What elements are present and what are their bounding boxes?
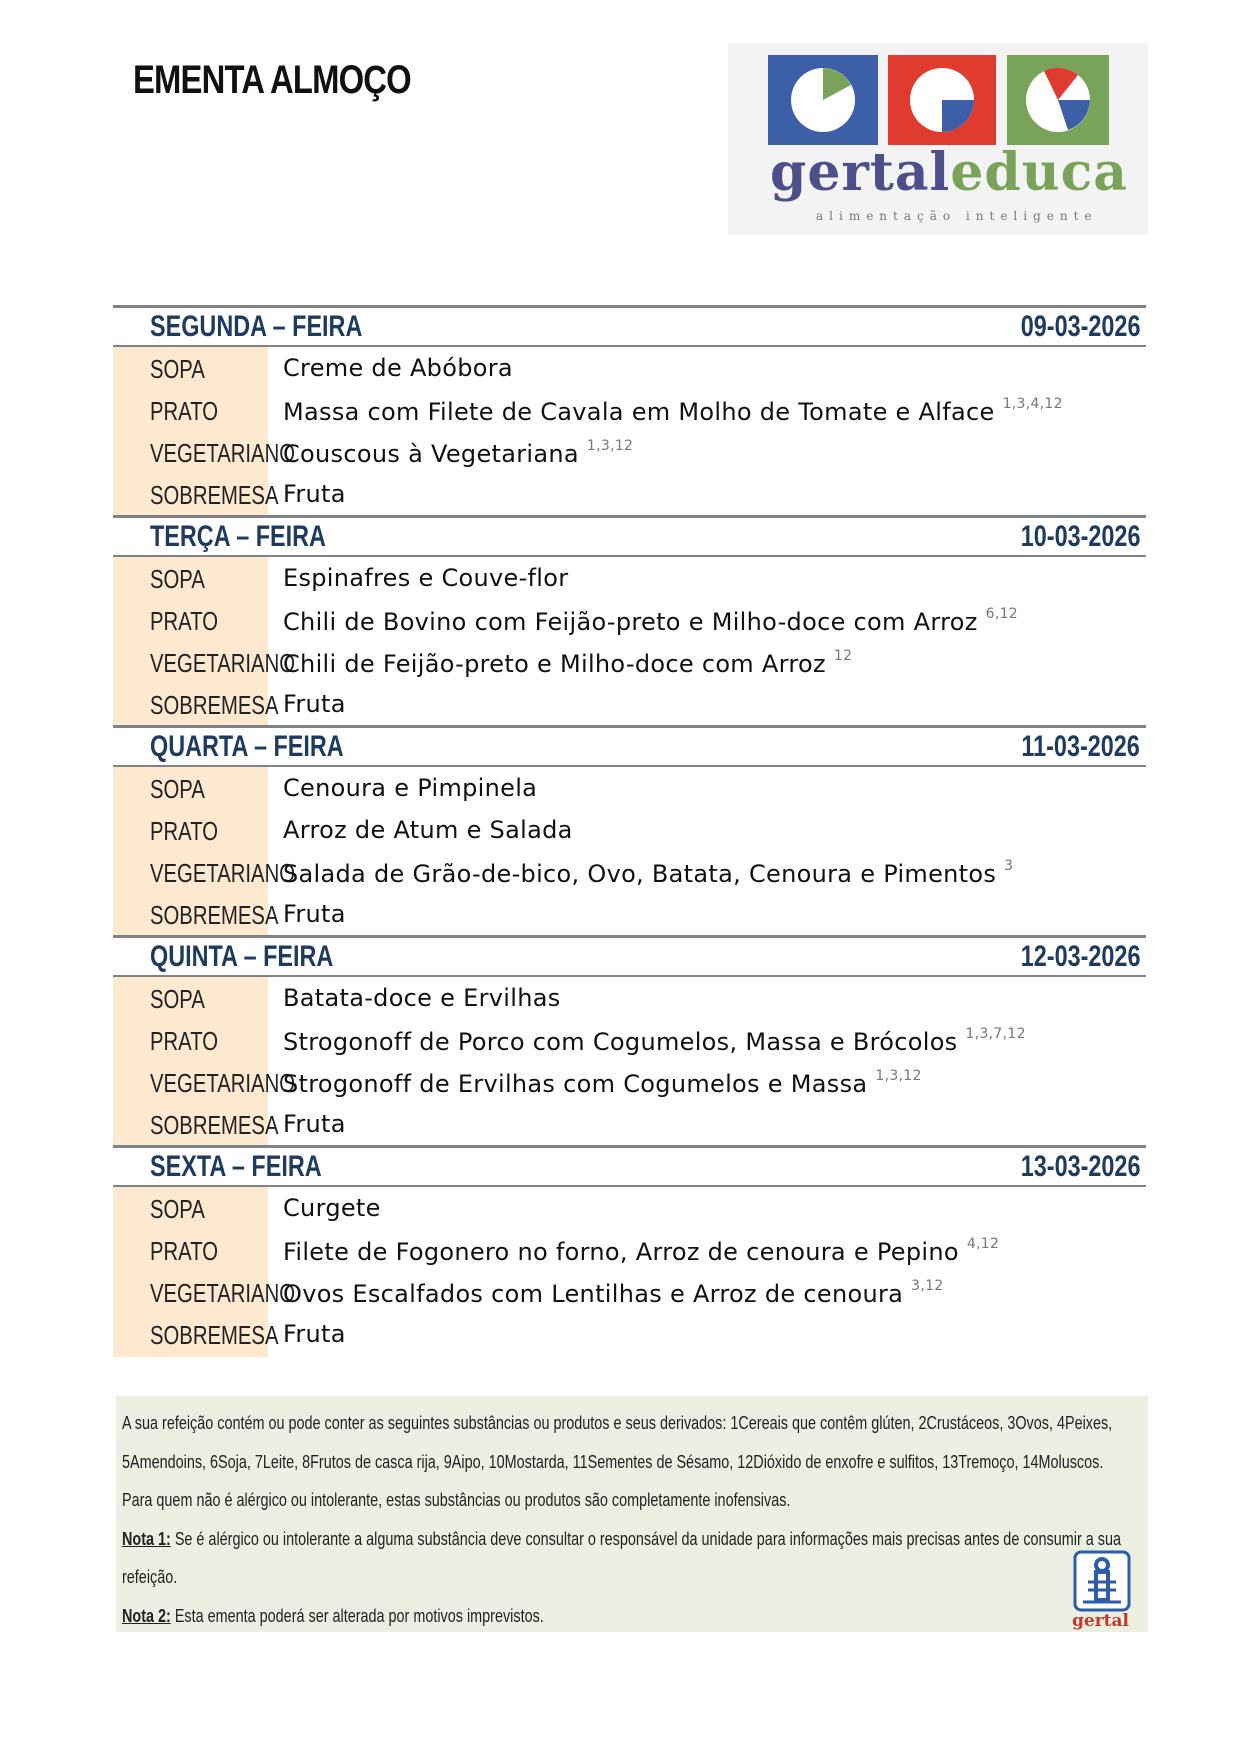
menu-row-sopa bbox=[113, 557, 1146, 599]
dish-sobremesa: Fruta bbox=[283, 1320, 346, 1348]
allergen-codes: 3 bbox=[1004, 858, 1014, 874]
allergen-codes: 12 bbox=[833, 648, 853, 664]
dish-sobremesa: Fruta bbox=[283, 1110, 346, 1138]
allergen-codes: 1,3,12 bbox=[875, 1068, 922, 1084]
gertal-brand: gertal bbox=[1072, 1611, 1129, 1631]
day-name: SEXTA – FEIRA bbox=[150, 1150, 322, 1183]
dish-vegetariano: Ovos Escalfados com Lentilhas e Arroz de cenoura bbox=[283, 1280, 904, 1308]
dish-prato: Strogonoff de Porco com Cogumelos, Massa e Brócolos bbox=[283, 1028, 958, 1056]
day-block bbox=[113, 725, 1146, 935]
dish-prato: Filete de Fogonero no forno, Arroz de cenoura e Pepino bbox=[283, 1238, 959, 1266]
day-name: QUINTA – FEIRA bbox=[150, 940, 334, 973]
menu-table bbox=[113, 305, 1146, 1355]
label-vegetariano: VEGETARIANO bbox=[150, 858, 295, 888]
day-block bbox=[113, 305, 1146, 515]
day-block bbox=[113, 515, 1146, 725]
note-1-label: Nota 1: bbox=[122, 1528, 171, 1549]
allergen-codes: 6,12 bbox=[985, 606, 1019, 622]
dish-prato: Chili de Bovino com Feijão-preto e Milho-doce com Arroz bbox=[283, 608, 978, 636]
label-vegetariano: VEGETARIANO bbox=[150, 648, 295, 678]
label-sobremesa: SOBREMESA bbox=[150, 900, 279, 930]
menu-row-vegetariano bbox=[113, 1061, 1146, 1103]
dish-sobremesa: Fruta bbox=[283, 480, 346, 508]
note-1-text: Se é alérgico ou intolerante a alguma substância deve consultar o responsável da unidade para informações mais precisas antes de consumir a sua refeição. bbox=[122, 1528, 1121, 1588]
allergen-codes: 1,3,4,12 bbox=[1002, 396, 1063, 412]
day-name: TERÇA – FEIRA bbox=[150, 520, 326, 553]
dish-sobremesa: Fruta bbox=[283, 900, 346, 928]
label-sopa: SOPA bbox=[150, 354, 205, 384]
dish-vegetariano: Chili de Feijão-preto e Milho-doce com Arroz bbox=[283, 650, 826, 678]
label-vegetariano: VEGETARIANO bbox=[150, 1068, 295, 1098]
dish-vegetariano: Salada de Grão-de-bico, Ovo, Batata, Cenoura e Pimentos bbox=[283, 860, 997, 888]
dish-vegetariano: Couscous à Vegetariana bbox=[283, 440, 579, 468]
allergen-notes bbox=[116, 1396, 1148, 1632]
dish-prato: Arroz de Atum e Salada bbox=[283, 816, 573, 844]
menu-row-prato bbox=[113, 599, 1146, 641]
label-sobremesa: SOBREMESA bbox=[150, 480, 279, 510]
label-sopa: SOPA bbox=[150, 1194, 205, 1224]
day-header bbox=[113, 935, 1146, 977]
menu-row-prato bbox=[113, 1019, 1146, 1061]
dish-prato: Massa com Filete de Cavala em Molho de Tomate e Alface bbox=[283, 398, 995, 426]
day-block bbox=[113, 1145, 1146, 1355]
menu-row-sopa bbox=[113, 347, 1146, 389]
dish-sopa: Curgete bbox=[283, 1194, 381, 1222]
label-sopa: SOPA bbox=[150, 564, 205, 594]
gertaleduca-logo bbox=[728, 43, 1148, 235]
label-sopa: SOPA bbox=[150, 984, 205, 1014]
note-2 bbox=[122, 1597, 1126, 1636]
menu-row-vegetariano bbox=[113, 851, 1146, 893]
day-header bbox=[113, 1145, 1146, 1187]
menu-row-prato bbox=[113, 809, 1146, 851]
note-2-text: Esta ementa poderá ser alterada por motivos imprevistos. bbox=[170, 1605, 544, 1626]
logo-squares-icon bbox=[728, 43, 1148, 235]
dish-sopa: Creme de Abóbora bbox=[283, 354, 513, 382]
day-name: SEGUNDA – FEIRA bbox=[150, 310, 363, 343]
day-name: QUARTA – FEIRA bbox=[150, 730, 344, 763]
allergen-codes: 4,12 bbox=[966, 1236, 1000, 1252]
day-header bbox=[113, 305, 1146, 347]
menu-row-sobremesa bbox=[113, 683, 1146, 725]
logo-word-educa: educa bbox=[950, 142, 1128, 203]
menu-row-vegetariano bbox=[113, 641, 1146, 683]
day-header bbox=[113, 725, 1146, 767]
day-date: 13-03-2026 bbox=[1020, 1150, 1140, 1183]
menu-row-sobremesa bbox=[113, 893, 1146, 935]
dish-sopa: Espinafres e Couve-flor bbox=[283, 564, 569, 592]
menu-row-vegetariano bbox=[113, 431, 1146, 473]
menu-row-prato bbox=[113, 389, 1146, 431]
day-date: 09-03-2026 bbox=[1020, 310, 1140, 343]
label-prato: PRATO bbox=[150, 1236, 218, 1266]
menu-row-sobremesa bbox=[113, 473, 1146, 515]
label-sobremesa: SOBREMESA bbox=[150, 1110, 279, 1140]
day-date: 10-03-2026 bbox=[1020, 520, 1140, 553]
label-prato: PRATO bbox=[150, 396, 218, 426]
day-header bbox=[113, 515, 1146, 557]
allergen-list: A sua refeição contém ou pode conter as seguintes substâncias ou produtos e seus derivados: 1Cereais que contêm glúten, 2Crustáceos, 3Ovos, 4Peixes, 5Amendoins, 6Soja, 7Leite, 8Frutos de casca rija, 9Aipo, 10Mostarda, 11Sementes de Sésamo, 12Dióxido de enxofre e sulfitos, 13Tremoço, 14Moluscos. Para quem não é alérgico ou intolerante, estas substâncias ou produtos são completamente inofensivas. bbox=[122, 1413, 1113, 1511]
dish-sobremesa: Fruta bbox=[283, 690, 346, 718]
menu-row-sobremesa bbox=[113, 1103, 1146, 1145]
dish-vegetariano: Strogonoff de Ervilhas com Cogumelos e Massa bbox=[283, 1070, 868, 1098]
menu-row-sopa bbox=[113, 1187, 1146, 1229]
label-prato: PRATO bbox=[150, 816, 218, 846]
day-date: 12-03-2026 bbox=[1020, 940, 1140, 973]
note-1 bbox=[122, 1520, 1126, 1597]
page-title: EMENTA ALMOÇO bbox=[133, 58, 411, 102]
dish-sopa: Batata-doce e Ervilhas bbox=[283, 984, 561, 1012]
label-vegetariano: VEGETARIANO bbox=[150, 1278, 295, 1308]
allergen-codes: 1,3,7,12 bbox=[965, 1026, 1026, 1042]
logo-word-gertal: gertal bbox=[770, 142, 951, 203]
label-sobremesa: SOBREMESA bbox=[150, 1320, 279, 1350]
label-sopa: SOPA bbox=[150, 774, 205, 804]
menu-row-sopa bbox=[113, 767, 1146, 809]
logo-tagline: alimentação inteligente bbox=[816, 209, 1098, 223]
day-date: 11-03-2026 bbox=[1021, 730, 1140, 763]
menu-row-sopa bbox=[113, 977, 1146, 1019]
label-prato: PRATO bbox=[150, 606, 218, 636]
label-sobremesa: SOBREMESA bbox=[150, 690, 279, 720]
allergen-codes: 3,12 bbox=[911, 1278, 944, 1294]
note-2-label: Nota 2: bbox=[122, 1605, 171, 1626]
menu-row-sobremesa bbox=[113, 1313, 1146, 1355]
menu-row-prato bbox=[113, 1229, 1146, 1271]
label-vegetariano: VEGETARIANO bbox=[150, 438, 295, 468]
dish-sopa: Cenoura e Pimpinela bbox=[283, 774, 538, 802]
allergen-codes: 1,3,12 bbox=[586, 438, 634, 454]
menu-row-vegetariano bbox=[113, 1271, 1146, 1313]
label-prato: PRATO bbox=[150, 1026, 218, 1056]
day-block bbox=[113, 935, 1146, 1145]
